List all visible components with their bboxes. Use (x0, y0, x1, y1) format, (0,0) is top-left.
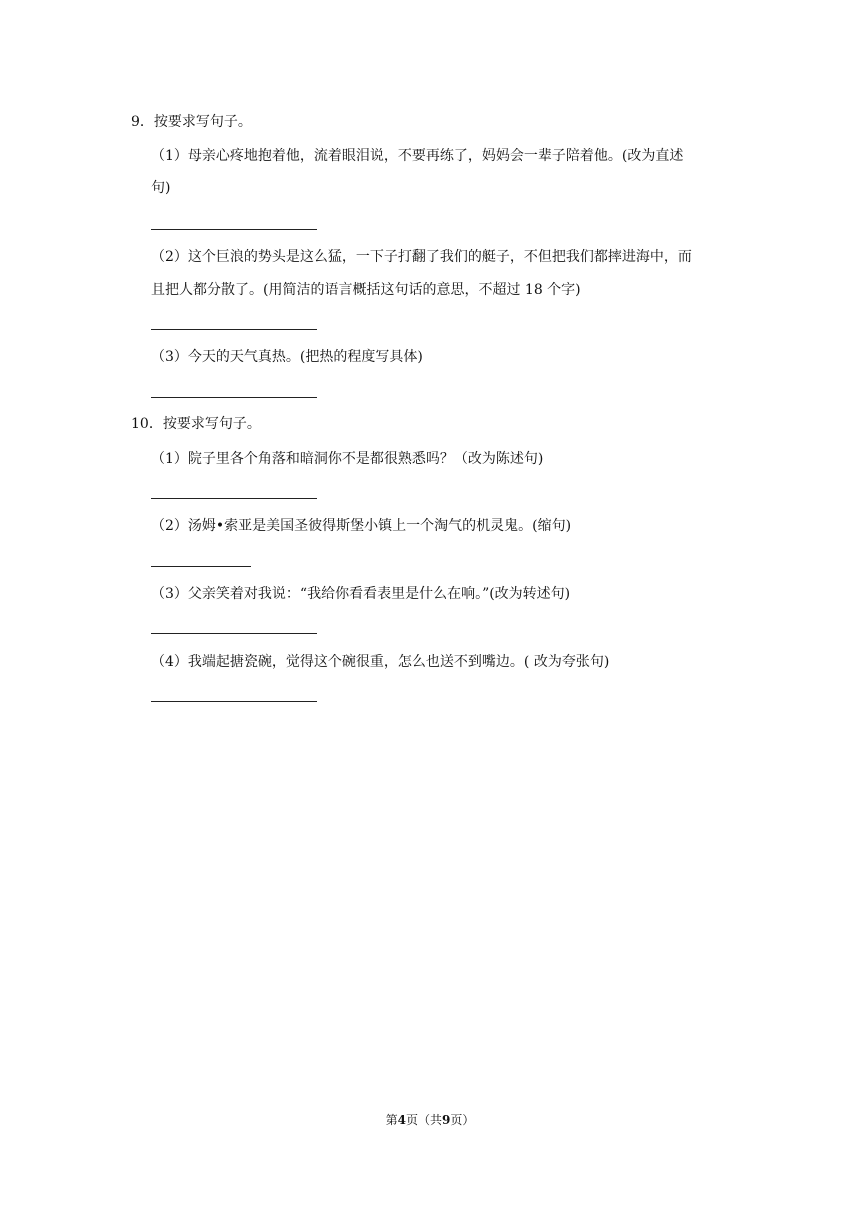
q10-item-2-text: （2）汤姆•索亚是美国圣彼得斯堡小镇上一个淘气的机灵鬼。(缩句) (151, 518, 572, 534)
answer-blank[interactable] (151, 633, 317, 634)
question-10-title: 10．按要求写句子。 (131, 416, 261, 432)
answer-blank[interactable] (151, 329, 317, 330)
answer-blank[interactable] (151, 701, 317, 702)
q9-item-2-text-cont: 且把人都分散了。(用简洁的语言概括这句话的意思，不超过 18 个字) (151, 282, 581, 298)
answer-blank[interactable] (151, 397, 317, 398)
q10-item-3-text: （3）父亲笑着对我说：“我给你看看表里是什么在响。”(改为转述句) (151, 586, 571, 602)
q9-item-1-text-cont: 句) (151, 180, 171, 196)
answer-blank[interactable] (151, 229, 317, 230)
total-pages: 9 (442, 1113, 451, 1127)
q10-item-1-text: （1）院子里各个角落和暗洞你不是都很熟悉吗？（改为陈述句) (151, 451, 544, 467)
page-number: 4 (397, 1113, 406, 1127)
answer-blank[interactable] (151, 498, 317, 499)
footer-suffix: 页） (450, 1113, 475, 1127)
answer-blank[interactable] (151, 566, 251, 567)
page-footer (0, 1112, 860, 1128)
q10-item-4-text: （4）我端起搪瓷碗，觉得这个碗很重，怎么也送不到嘴边。( 改为夸张句) (151, 654, 610, 670)
footer-prefix: 第 (385, 1113, 398, 1127)
q9-item-1-text: （1）母亲心疼地抱着他，流着眼泪说，不要再练了，妈妈会一辈子陪着他。(改为直述 (151, 148, 684, 164)
q9-item-3-text: （3）今天的天气真热。(把热的程度写具体) (151, 349, 423, 365)
q9-item-2-text: （2）这个巨浪的势头是这么猛，一下子打翻了我们的艇子，不但把我们都摔进海中，而 (151, 249, 692, 265)
footer-middle: 页（共 (405, 1113, 442, 1127)
question-9-title: 9．按要求写句子。 (131, 114, 252, 130)
